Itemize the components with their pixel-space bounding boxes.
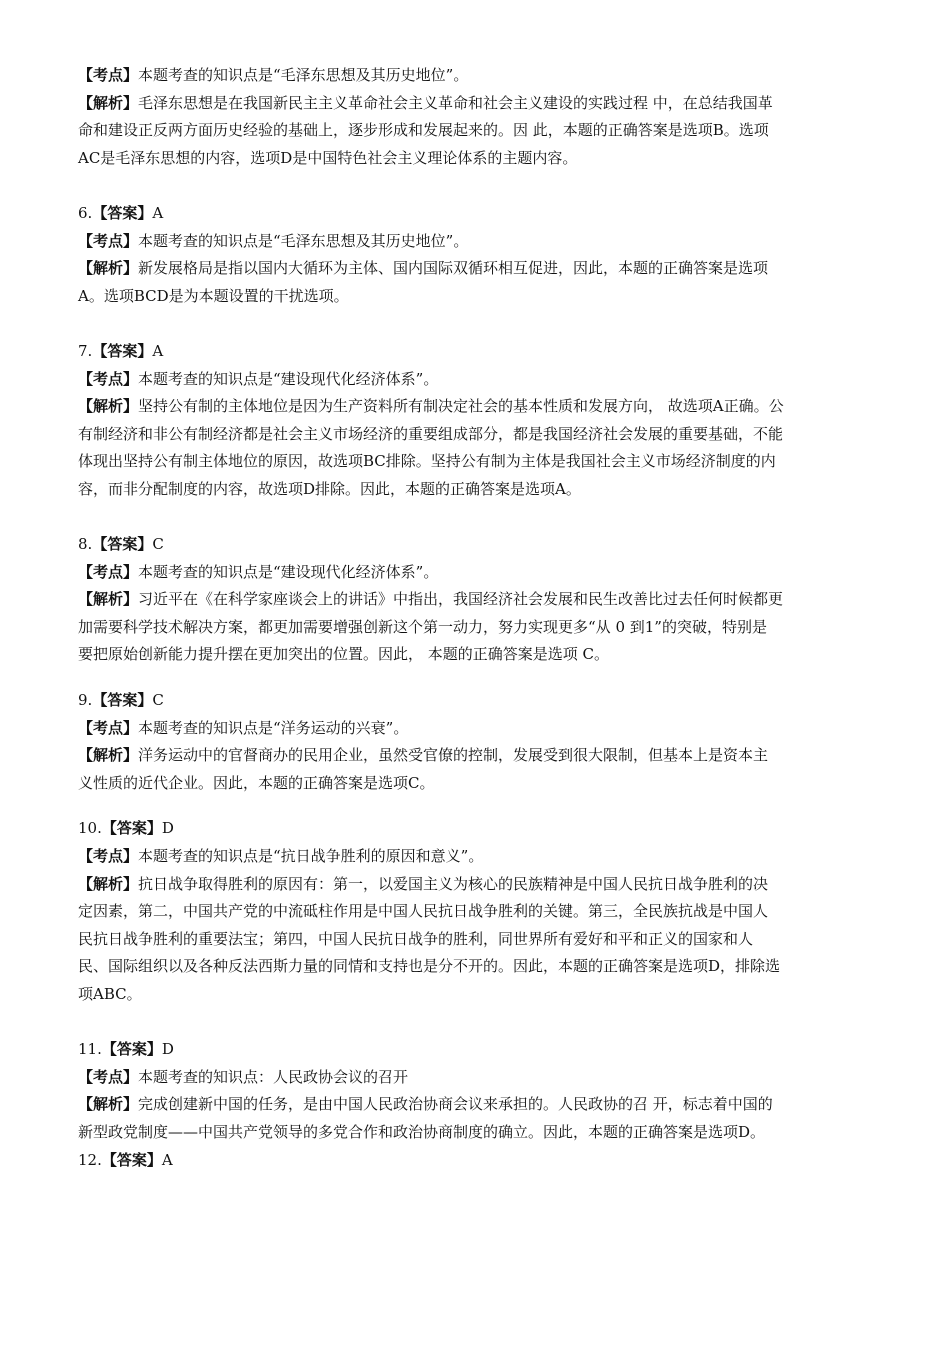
jiexi-text: 习近平在《在科学家座谈会上的讲话》中指出，我国经济社会发展和民生改善比过去任何时候都更 [138, 590, 784, 609]
jiexi-text: 洋务运动中的官督商办的民用企业，虽然受官僚的控制，发展受到很大限制，但基本上是资本主 [138, 746, 769, 765]
jiexi-line [78, 641, 874, 669]
kaodian-tag: 【考点】 [78, 369, 139, 388]
question-number: 11. [78, 1040, 102, 1059]
answer-value: D [161, 1040, 174, 1059]
jiexi-text: AC是毛泽东思想的内容，选项D是中国特色社会主义理论体系的主题内容。 [78, 148, 578, 167]
answer-value: C [152, 535, 164, 554]
jiexi-text: 新发展格局是指以国内大循环为主体、国内国际双循环相互促进，因此，本题的正确答案是选项 [138, 259, 769, 278]
jiexi-tag: 【解析】 [78, 590, 139, 609]
answer-line [78, 200, 874, 228]
kaodian-tag: 【考点】 [78, 231, 139, 250]
jiexi-line [78, 953, 874, 981]
answer-tag: 【答案】 [92, 535, 153, 554]
kaodian-text: 本题考查的知识点：人民政协会议的召开 [138, 1067, 409, 1086]
jiexi-text: 坚持公有制的主体地位是因为生产资料所有制决定社会的基本性质和发展方向， 故选项A正确。公 [138, 397, 784, 416]
jiexi-tag: 【解析】 [78, 397, 139, 416]
kaodian-tag: 【考点】 [78, 1067, 139, 1086]
kaodian-tag: 【考点】 [78, 562, 139, 581]
jiexi-text: 完成创建新中国的任务，是由中国人民政治协商会议来承担的。人民政协的召 开，标志着中国的 [138, 1095, 773, 1114]
jiexi-line [78, 145, 874, 173]
answer-line [78, 338, 874, 366]
answer-tag: 【答案】 [92, 341, 153, 360]
block-spacer [78, 669, 874, 687]
kaodian-tag: 【考点】 [78, 66, 139, 84]
jiexi-text: 民抗日战争胜利的重要法宝；第四，中国人民抗日战争的胜利，同世界所有爱好和平和正义的国家和人 [78, 929, 754, 948]
jiexi-line [78, 614, 874, 642]
answer-block-q9 [78, 687, 874, 797]
block-spacer [78, 310, 874, 338]
answer-value: D [161, 819, 174, 838]
jiexi-text: 容，而非分配制度的内容，故选项D排除。因此，本题的正确答案是选项A。 [78, 479, 581, 498]
answer-value: A [152, 341, 164, 360]
kaodian-line [78, 843, 874, 871]
jiexi-text: 加需要科学技术解决方案，都更加需要增强创新这个第一动力，努力实现更多“从 0 到1”的突破，特别是 [78, 617, 767, 636]
jiexi-text: A。选项BCD是为本题设置的干扰选项。 [78, 286, 349, 305]
jiexi-text: 抗日战争取得胜利的原因有：第一，以爱国主义为核心的民族精神是中国人民抗日战争胜利的决 [138, 874, 769, 893]
kaodian-text: 本题考查的知识点是“抗日战争胜利的原因和意义”。 [138, 847, 484, 866]
kaodian-text: 本题考查的知识点是“毛泽东思想及其历史地位”。 [138, 231, 469, 250]
jiexi-text: 体现出坚持公有制主体地位的原因，故选项BC排除。坚持公有制为主体是我国社会主义市场经济制度的内 [78, 452, 776, 471]
question-number: 6. [78, 203, 93, 222]
answer-tag: 【答案】 [101, 1150, 162, 1169]
jiexi-line [78, 770, 874, 798]
block-spacer [78, 504, 874, 532]
kaodian-line [78, 366, 874, 394]
jiexi-text: 有制经济和非公有制经济都是社会主义市场经济的重要组成部分，都是我国经济社会发展的重要基础，不能 [78, 424, 784, 443]
answer-block-q7 [78, 338, 874, 504]
jiexi-text: 毛泽东思想是在我国新民主主义革命社会主义革命和社会主义建设的实践过程 中，在总结我国革 [138, 93, 773, 112]
jiexi-line [78, 476, 874, 504]
answer-value: A [161, 1150, 173, 1169]
kaodian-line [78, 559, 874, 587]
answer-block-q10 [78, 815, 874, 1008]
question-number: 9. [78, 691, 93, 710]
kaodian-line [78, 62, 874, 90]
answer-block-q11 [78, 1036, 874, 1146]
block-spacer [78, 172, 874, 200]
jiexi-line [78, 1091, 874, 1119]
answer-block-q6 [78, 200, 874, 310]
jiexi-line [78, 1119, 874, 1147]
block-spacer [78, 1009, 874, 1037]
kaodian-text: 本题考查的知识点是“建设现代化经济体系”。 [138, 369, 439, 388]
jiexi-text: 命和建设正反两方面历史经验的基础上，逐步形成和发展起来的。因 此，本题的正确答案是选项B。选项 [78, 121, 769, 140]
jiexi-tag: 【解析】 [78, 1095, 139, 1114]
jiexi-line [78, 90, 874, 118]
answer-tag: 【答案】 [101, 819, 162, 838]
jiexi-line [78, 871, 874, 899]
jiexi-line [78, 926, 874, 954]
block-spacer [78, 797, 874, 815]
kaodian-text: 本题考查的知识点是“建设现代化经济体系”。 [138, 562, 439, 581]
answer-line [78, 687, 874, 715]
jiexi-line [78, 117, 874, 145]
answer-value: C [152, 691, 164, 710]
question-number: 10. [78, 819, 102, 838]
answer-line [78, 531, 874, 559]
answer-value: A [152, 203, 164, 222]
answer-line [78, 1036, 874, 1064]
jiexi-line [78, 255, 874, 283]
jiexi-tag: 【解析】 [78, 259, 139, 278]
answer-document [78, 62, 874, 1174]
jiexi-line [78, 981, 874, 1009]
jiexi-text: 新型政党制度——中国共产党领导的多党合作和政治协商制度的确立。因此，本题的正确答案是选项D。 [78, 1122, 766, 1141]
jiexi-text: 民、国际组织以及各种反法西斯力量的同情和支持也是分不开的。因此，本题的正确答案是选项D，排除选 [78, 957, 781, 976]
kaodian-tag: 【考点】 [78, 847, 139, 866]
question-number: 8. [78, 535, 93, 554]
jiexi-line [78, 586, 874, 614]
jiexi-tag: 【解析】 [78, 874, 139, 893]
jiexi-line [78, 283, 874, 311]
jiexi-line [78, 898, 874, 926]
answer-tag: 【答案】 [92, 691, 153, 710]
answer-tag: 【答案】 [101, 1040, 162, 1059]
answer-block-q12 [78, 1147, 874, 1175]
kaodian-text: 本题考查的知识点是“毛泽东思想及其历史地位”。 [138, 66, 469, 84]
jiexi-tag: 【解析】 [78, 746, 139, 765]
answer-tag: 【答案】 [92, 203, 153, 222]
jiexi-line [78, 421, 874, 449]
answer-line [78, 815, 874, 843]
kaodian-line [78, 1064, 874, 1092]
question-number: 12. [78, 1150, 102, 1169]
jiexi-tag: 【解析】 [78, 93, 139, 112]
jiexi-line [78, 448, 874, 476]
answer-line [78, 1147, 874, 1175]
question-number: 7. [78, 341, 93, 360]
jiexi-text: 项ABC。 [78, 985, 142, 1003]
kaodian-line [78, 228, 874, 256]
kaodian-line [78, 715, 874, 743]
answer-block-q8 [78, 531, 874, 669]
jiexi-text: 定因素，第二，中国共产党的中流砥柱作用是中国人民抗日战争胜利的关键。第三，全民族抗战是中国人 [78, 902, 769, 921]
jiexi-text: 义性质的近代企业。因此，本题的正确答案是选项C。 [78, 773, 435, 792]
jiexi-text: 要把原始创新能力提升摆在更加突出的位置。因此， 本题的正确答案是选项 C。 [78, 645, 610, 664]
answer-block-q5-tail [78, 62, 874, 172]
kaodian-text: 本题考查的知识点是“洋务运动的兴衰”。 [138, 718, 409, 737]
kaodian-tag: 【考点】 [78, 718, 139, 737]
jiexi-line [78, 742, 874, 770]
jiexi-line [78, 393, 874, 421]
